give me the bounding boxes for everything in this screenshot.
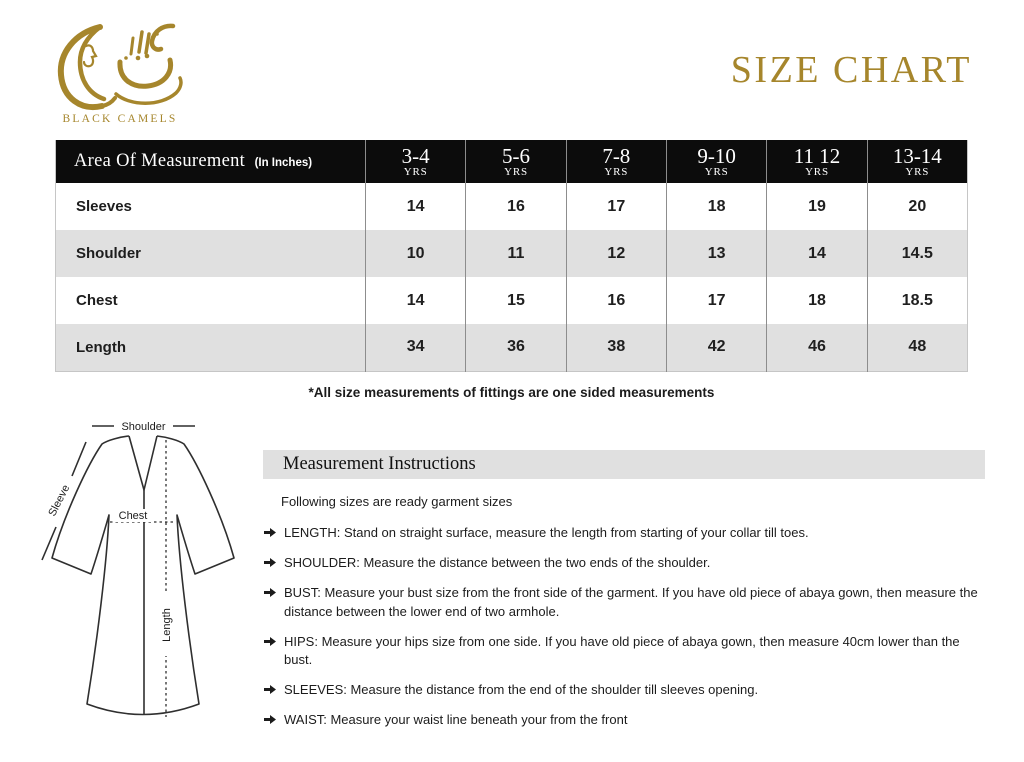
brand-logo bbox=[54, 22, 186, 133]
size-cell: 12 bbox=[566, 230, 666, 277]
size-cell: 16 bbox=[566, 277, 666, 324]
diagram-length-label: Length bbox=[161, 608, 173, 642]
size-cell: 20 bbox=[867, 183, 967, 230]
table-row-shoulder bbox=[56, 230, 968, 277]
instructions-list bbox=[263, 524, 985, 730]
size-cell: 36 bbox=[466, 324, 566, 371]
page-title: SIZE CHART bbox=[730, 49, 972, 91]
size-cell: 10 bbox=[366, 230, 466, 277]
size-cell: 15 bbox=[466, 277, 566, 324]
right-arrow-icon bbox=[264, 637, 276, 646]
right-arrow-icon bbox=[264, 528, 276, 537]
size-cell: 14 bbox=[366, 277, 466, 324]
size-cell: 17 bbox=[566, 183, 666, 230]
size-cell: 14.5 bbox=[867, 230, 967, 277]
instructions-title: Measurement Instructions bbox=[263, 450, 985, 479]
size-cell: 14 bbox=[767, 230, 867, 277]
col-header-9-10yrs: 9-10 YRS bbox=[666, 140, 766, 183]
size-cell: 18.5 bbox=[867, 277, 967, 324]
diagram-chest-label: Chest bbox=[118, 510, 148, 522]
diagram-shoulder-label: Shoulder bbox=[121, 421, 166, 433]
brand-name: BLACK CAMELS bbox=[62, 113, 178, 125]
right-arrow-icon bbox=[264, 558, 276, 567]
size-cell: 42 bbox=[666, 324, 766, 371]
right-arrow-icon bbox=[264, 715, 276, 724]
size-cell: 38 bbox=[566, 324, 666, 371]
col-header-11-12yrs: 11 12 YRS bbox=[767, 140, 867, 183]
abaya-outline-icon bbox=[28, 412, 258, 742]
col-header-5-6yrs: 5-6 YRS bbox=[466, 140, 566, 183]
row-label: Shoulder bbox=[76, 245, 142, 262]
col-header-13-14yrs: 13-14 YRS bbox=[867, 140, 967, 183]
measurement-instructions-section bbox=[263, 450, 985, 742]
size-cell: 18 bbox=[767, 277, 867, 324]
size-cell: 19 bbox=[767, 183, 867, 230]
size-cell: 48 bbox=[867, 324, 967, 371]
instruction-item-length: LENGTH: Stand on straight surface, measure the length from starting of your collar till toes. bbox=[264, 524, 985, 542]
instruction-item-hips: HIPS: Measure your hips size from one side. If you have old piece of abaya gown, then measure 40cm lower than the bust. bbox=[264, 633, 985, 669]
size-cell: 17 bbox=[666, 277, 766, 324]
col-header-3-4yrs: 3-4 YRS bbox=[366, 140, 466, 183]
size-cell: 13 bbox=[666, 230, 766, 277]
table-header-row bbox=[56, 140, 968, 183]
table-row-length bbox=[56, 324, 968, 371]
instruction-item-sleeves: SLEEVES: Measure the distance from the end of the shoulder till sleeves opening. bbox=[264, 681, 985, 699]
area-of-measurement-header bbox=[56, 140, 366, 183]
instruction-item-shoulder: SHOULDER: Measure the distance between the two ends of the shoulder. bbox=[264, 554, 985, 572]
instruction-item-bust: BUST: Measure your bust size from the front side of the garment. If you have old piece of abaya gown, then measure the distance between the lower end of two armhole. bbox=[264, 584, 985, 620]
row-label: Length bbox=[76, 338, 126, 356]
instructions-intro: Following sizes are ready garment sizes bbox=[281, 494, 513, 509]
table-row-chest bbox=[56, 277, 968, 324]
diagram-sleeve-label: Sleeve bbox=[46, 482, 73, 519]
area-header-unit: (In Inches) bbox=[254, 157, 313, 169]
size-cell: 14 bbox=[366, 183, 466, 230]
col-header-7-8yrs: 7-8 YRS bbox=[566, 140, 666, 183]
size-cell: 46 bbox=[767, 324, 867, 371]
size-cell: 18 bbox=[666, 183, 766, 230]
area-header-label: Area Of Measurement bbox=[74, 151, 246, 171]
size-cell: 16 bbox=[466, 183, 566, 230]
size-cell: 11 bbox=[466, 230, 566, 277]
row-label: Chest bbox=[76, 292, 118, 309]
right-arrow-icon bbox=[264, 588, 276, 597]
row-label: Sleeves bbox=[76, 198, 132, 215]
garment-diagram bbox=[28, 412, 258, 747]
one-sided-measurement-note: *All size measurements of fittings are one sided measurements bbox=[308, 385, 715, 400]
black-camels-logo-icon bbox=[54, 22, 186, 128]
size-cell: 34 bbox=[366, 324, 466, 371]
right-arrow-icon bbox=[264, 685, 276, 694]
size-chart-table bbox=[55, 140, 968, 372]
table-row-sleeves bbox=[56, 183, 968, 230]
instruction-item-waist: WAIST: Measure your waist line beneath your from the front bbox=[264, 711, 985, 729]
